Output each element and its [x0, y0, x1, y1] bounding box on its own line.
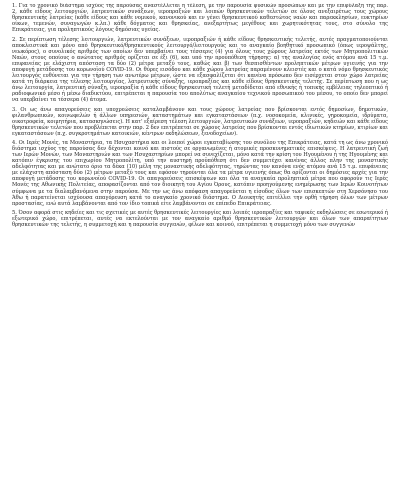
paragraph-4: 4. Οι Ιερές Μονές, τα Μοναστήρια, τα Ησυχαστήρια και οι λοιποί χώροι εγκαταβίωσης του συνόλου της Επικράτειας, κατά τη ως άνω χρονικό διάστημα ισχύος της παρούσας δεν δέχονται κοινό και πιστούς σε οργανωμένες ή ατομικές προσκυνηματικές επισκέψεις. Η λατρευτική ζωή των Ιερών Μονών, των Μοναστηριών και των Ησυχαστηρίων μπορεί να συνεχίζεται, μόνο κατά την κρίση του Ηγουμένου ή της Ηγουμένης και κατόπιν έγκρισης του επιχωρίου Μητροπολίτη, υπό την αυστηρή προϋπόθεση ότι δεν συμμετέχει κανένας άλλος πλην της μοναστικής αδελφότητας και με ανώτατο όριο τα δέκα (10) μέλη της μοναστικής αδελφότητας, τηρώντας τον κανόνα ενός ατόμου ανά 15 τ.μ. επιφάνειας με ελάχιστη απόσταση δύο (2) μέτρων μεταξύ τους και εφόσον τηρούνται όλα τα μέτρα υγιεινής όπως θα ορίζονται οι δημόσιες αρχές για την αποφυγή μετάδοσης του κορωνοϊού COVID-19. Οι απαγορεύσεις επισκέψεων και όλα τα αναγκαία προληπτικά μέτρα που αφορούν τις Ιερές Μονές της Αθωνικής Πολιτείας, αποφασίζονται από τον διοικητή του Αγίου Όρους, κατόπιν προηγούμενης ενημέρωσης των Ιερών Κοινοτήτων σύμφωνα με τα διαλαμβανόμενα στην παρούσα. Με την ως άνω απόφαση απαγορεύεται η είσοδος όλων των επισκεπτών στη Χερσόνησο του Άθω ή παρατείνεται ισχύουσα απαγόρευση κατά το αναγκαίο χρονικό διάστημα. Ο Διοικητής επιτέλλει την ορθή τήρηση όλων των μέτρων προστασίας, ενώ αυτά λαμβάνονται από τον ίδιο τοπικά είτε λαμβάνονται σε επίπεδο Επικράτειας. [12, 140, 388, 207]
paragraph-2: 2. Σε περίπτωση τέλεσης λειτουργιών, λατρευτικών συνάξεων, ιεροπραξιών ή κάθε είδους θρησκευτικής τελετής, αυτές πραγματοποιούνται αποκλειστικά και μόνο από θρησκευτικό/θρησκευτικούς λειτουργό/λειτουργούς και το αναγκαίο βοηθητικό προσωπικό (όπως ιεροψάλτης, νεωκόρος), ο συνολικός αριθμός των οποίων δεν υπερβαίνει τους τέσσερις (4) για όλους τους χώρους λατρείας εκτός των Μητροπολιτικών Ναών, στους οποίους ο ανώτατος αριθμός ορίζεται σε έξι (6), και υπό την προϋπόθεση τήρησης: α) της αναλογίας ενός ατόμου ανά 15 τ.μ. επιφανείας με ελάχιστη απόσταση τα δύο (2) μέτρα μεταξύ τους, καθώς και β) των θεσπισθέντων προληπτικών μέτρων υγιεινής για την αποφυγή μετάδοσης του κορωνοϊού COVID-19. Οι θύρες εισόδου και κάθε χώρου λατρείας παραμένουν κλειστές και ο κατά νόμο θρησκευτικός λειτουργός ευθύνεται για την τήρηση των ανωτέρω μέτρων, ώστε να εξασφαλίζεται ότι κανένα πρόσωπο δεν εισέρχεται στον χώρο λατρείας κατά τη διάρκεια της τέλεσης λειτουργίας, λατρευτικής σύναξης, ιεροπραξίας και κάθε είδους θρησκευτικής τελετής. Σε περίπτωση που η ως άνω λειτουργία, λατρευτική σύναξη, ιεροπραξία ή κάθε είδους θρησκευτική τελετή μεταδίδεται από εθνικής ή τοπικής εμβέλειας τηλεοπτικό ή ραδιοφωνικό μέσο ή μέσω διαδικτύου, επιτρέπεται η παρουσία του απολύτως αναγκαίου τεχνικού προσωπικού του μέσου, το οποίο δεν μπορεί να υπερβαίνει τα τέσσερα (4) άτομα. [12, 36, 388, 104]
document-page [12, 3, 388, 500]
paragraph-5: 5. Όσον αφορά στις κηδείες και τις σχετικές με αυτές θρησκευτικές λειτουργίες και λοιπές ιεροπραξίες και ταφικές εκδηλώσεις σε εσωτερικό ή εξωτερικό χώρο, επιτρέπεται, αυτές να εκτελούνται με τον αναγκαίο αριθμό θρησκευτικών λειτουργών και όλων των απαραίτητων θρησκευτικών της τελετής, η συμμετοχή και η παρουσία συγγενών, φίλων και κοινού, επιτρέπεται η συμμετοχή μόνο των συγγενών [12, 210, 388, 229]
paragraph-3: 3. Οι ως άνω απαγορεύσεις και υποχρεώσεις καταλαμβάνουν και τους χώρους λατρείας που βρίσκονται εντός δημοσίων, δημοτικών, φιλανθρωπικών, κοινωφελών ή άλλων υπηρεσιών, καταστημάτων και εγκαταστάσεων (π.χ. νοσοκομεία, κλινικές, γηροκομεία, ιδρύματα, οικοτροφεία, κοιμητήρια, κατασκηνώσεις). Η κατ' εξαίρεση τέλεση λειτουργιών, λατρευτικών συνάξεων, ιεροπραξιών, κηδειών και κάθε είδους θρησκευτικών τελετών που προβλέπεται στην παρ. 2 δεν επιτρέπεται σε χώρους λατρείας που βρίσκονται εντός ιδιωτικών κτηρίων, κτιρίων και εγκαταστάσεων (π.χ. συγκροτημάτων κατοικιών, κέντρων εκδηλώσεων, ξενοδοχείων). [12, 106, 388, 137]
paragraph-1: 1. Για το χρονικό διάστημα ισχύος της παρούσας αναστέλλεται η τέλεση, με την παρουσία φυσικών προσώπων και με την επιφύλαξη της παρ. 2, κάθε είδους λειτουργιών, λατρευτικών συνάξεων, ιεροπραξιών και λοιπών θρησκευτικών τελετών σε όλους ανεξαιρέτως τους χώρους θρησκευτικής λατρείας (κάθε είδους και κάθε νομικού, κανονικού και εν γένει θρησκευτικού καθεστώτος ναών και παρεκκλησίων, ευκτηρίων οίκων, τεμενών, συναγωγών κ.λπ.) κάθε δόγματος και θρησκείας, ανεξαρτήτως μεγέθους και χωρητικότητας τους, στο σύνολο της Επικράτειας, για προληπτικούς λόγους δημόσιας υγείας. [12, 3, 388, 34]
